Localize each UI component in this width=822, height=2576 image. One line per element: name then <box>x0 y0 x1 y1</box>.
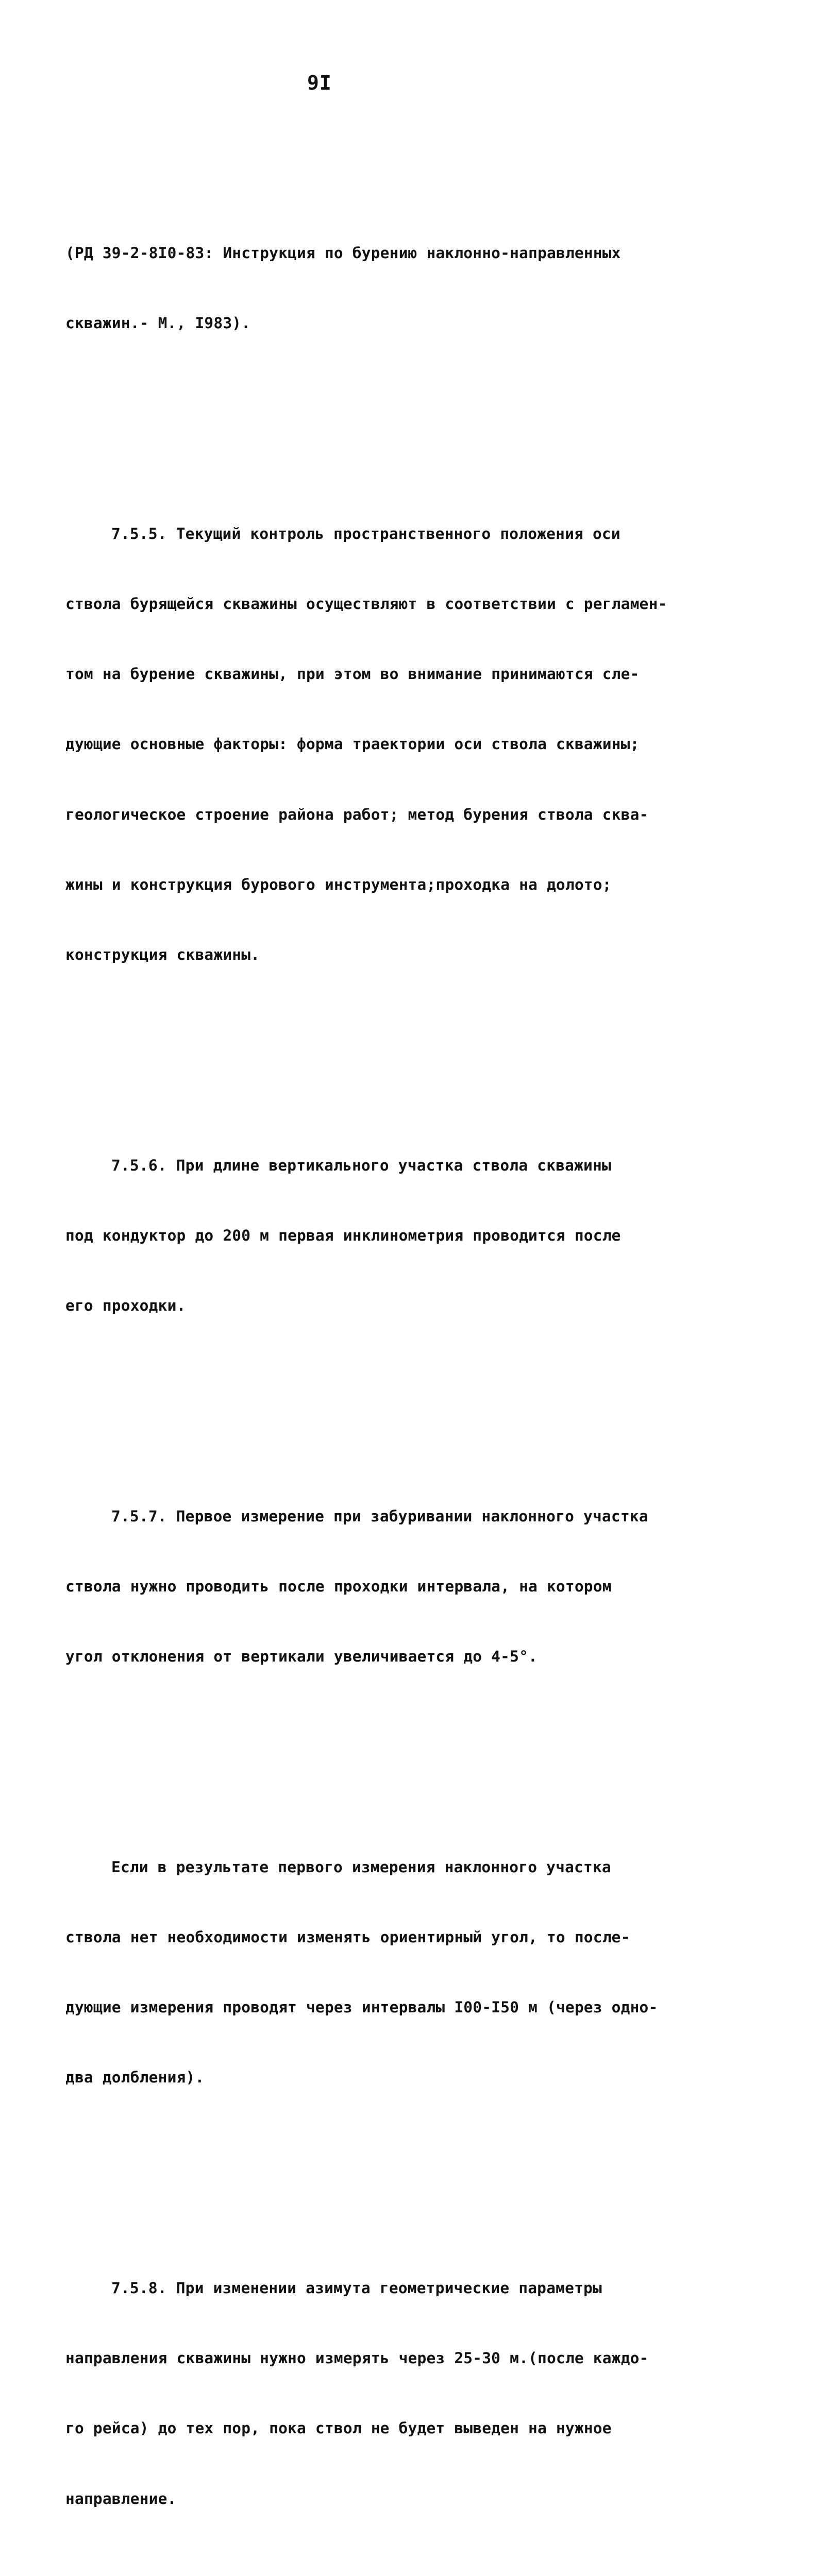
text-line: его проходки. <box>65 1297 186 1315</box>
text-line: угол отклонения от вертикали увеличивается до 4-5°. <box>65 1648 538 1666</box>
text-line: ствола нужно проводить после проходки интервала, на котором <box>65 1577 612 1595</box>
page-number: 9I <box>307 72 332 94</box>
text-line: направления скважины нужно измерять через 25-30 м.(после каждо- <box>65 2349 649 2367</box>
section-7-5-7 <box>65 1458 699 1715</box>
text-line: жины и конструкция бурового инструмента;проходка на долото; <box>65 875 612 893</box>
text-line: дующие основные факторы: форма траектории оси ствола скважины; <box>65 735 640 753</box>
section-7-5-6 <box>65 1107 699 1364</box>
text-line: дующие измерения проводят через интервалы I00-I50 м (через одно- <box>65 1998 658 2016</box>
text-line: ствола бурящейся скважины осуществляют в соответствии с регламен- <box>65 595 667 613</box>
section-7-5-5 <box>65 476 699 1013</box>
text-line: геологическое строение района работ; метод бурения ствола сква- <box>65 805 649 823</box>
text-line: скважин.- М., I983). <box>65 314 251 332</box>
reference-paragraph <box>65 195 699 382</box>
text-line: 7.5.6. При длине вертикального участка ствола скважины <box>111 1156 611 1174</box>
text-line: под кондуктор до 200 м первая инклинометрия проводится после <box>65 1226 621 1244</box>
text-line: два долбления). <box>65 2069 205 2087</box>
body-text <box>65 125 699 2576</box>
text-line: 7.5.5. Текущий контроль пространственного положения оси <box>111 524 620 543</box>
text-line: конструкция скважины. <box>65 946 260 964</box>
text-line: 7.5.7. Первое измерение при забуривании наклонного участка <box>111 1507 648 1525</box>
text-line: ствола нет необходимости изменять ориентирный угол, то после- <box>65 1928 630 1946</box>
text-line: направление. <box>65 2489 177 2507</box>
text-line: 7.5.8. При изменении азимута геометрические параметры <box>111 2279 602 2297</box>
text-line: (РД 39-2-8I0-83: Инструкция по бурению наклонно-направленных <box>65 244 621 262</box>
text-line: Если в результате первого измерения наклонного участка <box>111 1858 611 1876</box>
text-line: том на бурение скважины, при этом во внимание принимаются сле- <box>65 665 640 683</box>
text-line: го рейса) до тех пор, пока ствол не будет выведен на нужное <box>65 2419 612 2437</box>
section-7-5-8 <box>65 2230 699 2557</box>
section-7-5-7-continuation <box>65 1809 699 2137</box>
